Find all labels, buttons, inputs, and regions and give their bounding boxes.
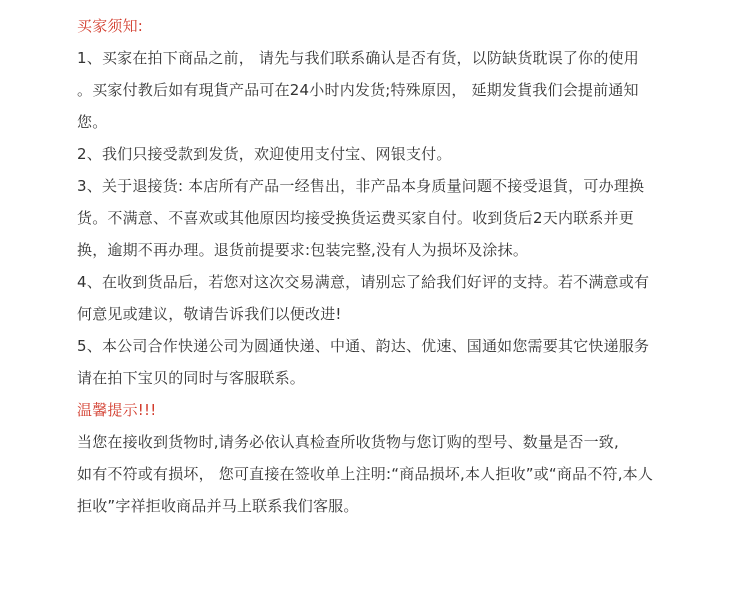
notice-line: 5、本公司合作快递公司为圆通快递、中通、韵达、优速、国通如您需要其它快递服务 <box>77 337 650 355</box>
notice-document <box>77 10 667 522</box>
buyer-notice-heading: 买家须知: <box>77 17 144 35</box>
tip-line: 当您在接收到货物时,请务必依认真检查所收货物与您订购的型号、数量是否一致, <box>77 433 619 451</box>
notice-line: 2、我们只接受款到发货，欢迎使用支付宝、网银支付。 <box>77 145 452 163</box>
notice-line: 请在拍下宝贝的同时与客服联系。 <box>77 369 306 387</box>
notice-line: 您。 <box>77 113 108 131</box>
notice-line: 3、关于退接货: 本店所有产品一经售出，非产品本身质量问题不接受退貨，可办理换 <box>77 177 645 195</box>
notice-line: 。买家付教后如有現貨产品可在24小时内发货;特殊原因， 延期发貨我们会提前通知 <box>77 81 639 99</box>
notice-line: 4、在收到货品后，若您对这次交易满意，请别忘了給我们好评的支持。若不满意或有 <box>77 273 650 291</box>
notice-line: 1、买家在拍下商品之前， 请先与我们联系确认是否有货，以防缺货耽误了你的使用 <box>77 49 639 67</box>
tip-line: 拒收”字祥拒收商品并马上联系我们客服。 <box>77 497 359 515</box>
warm-tip-heading: 温馨提示!!! <box>77 401 157 419</box>
notice-line: 换，逾期不再办理。退货前提要求:包装完整,没有人为损坏及涂抹。 <box>77 241 529 259</box>
notice-line: 何意见或建议，敬请告诉我们以便改进! <box>77 305 342 323</box>
tip-line: 如有不符或有损坏， 您可直接在签收单上注明:“商品损坏,本人拒收”或“商品不符,本人 <box>77 465 654 483</box>
notice-line: 货。不满意、不喜欢或其他原因均接受换货运费买家自付。收到货后2天内联系并更 <box>77 209 634 227</box>
